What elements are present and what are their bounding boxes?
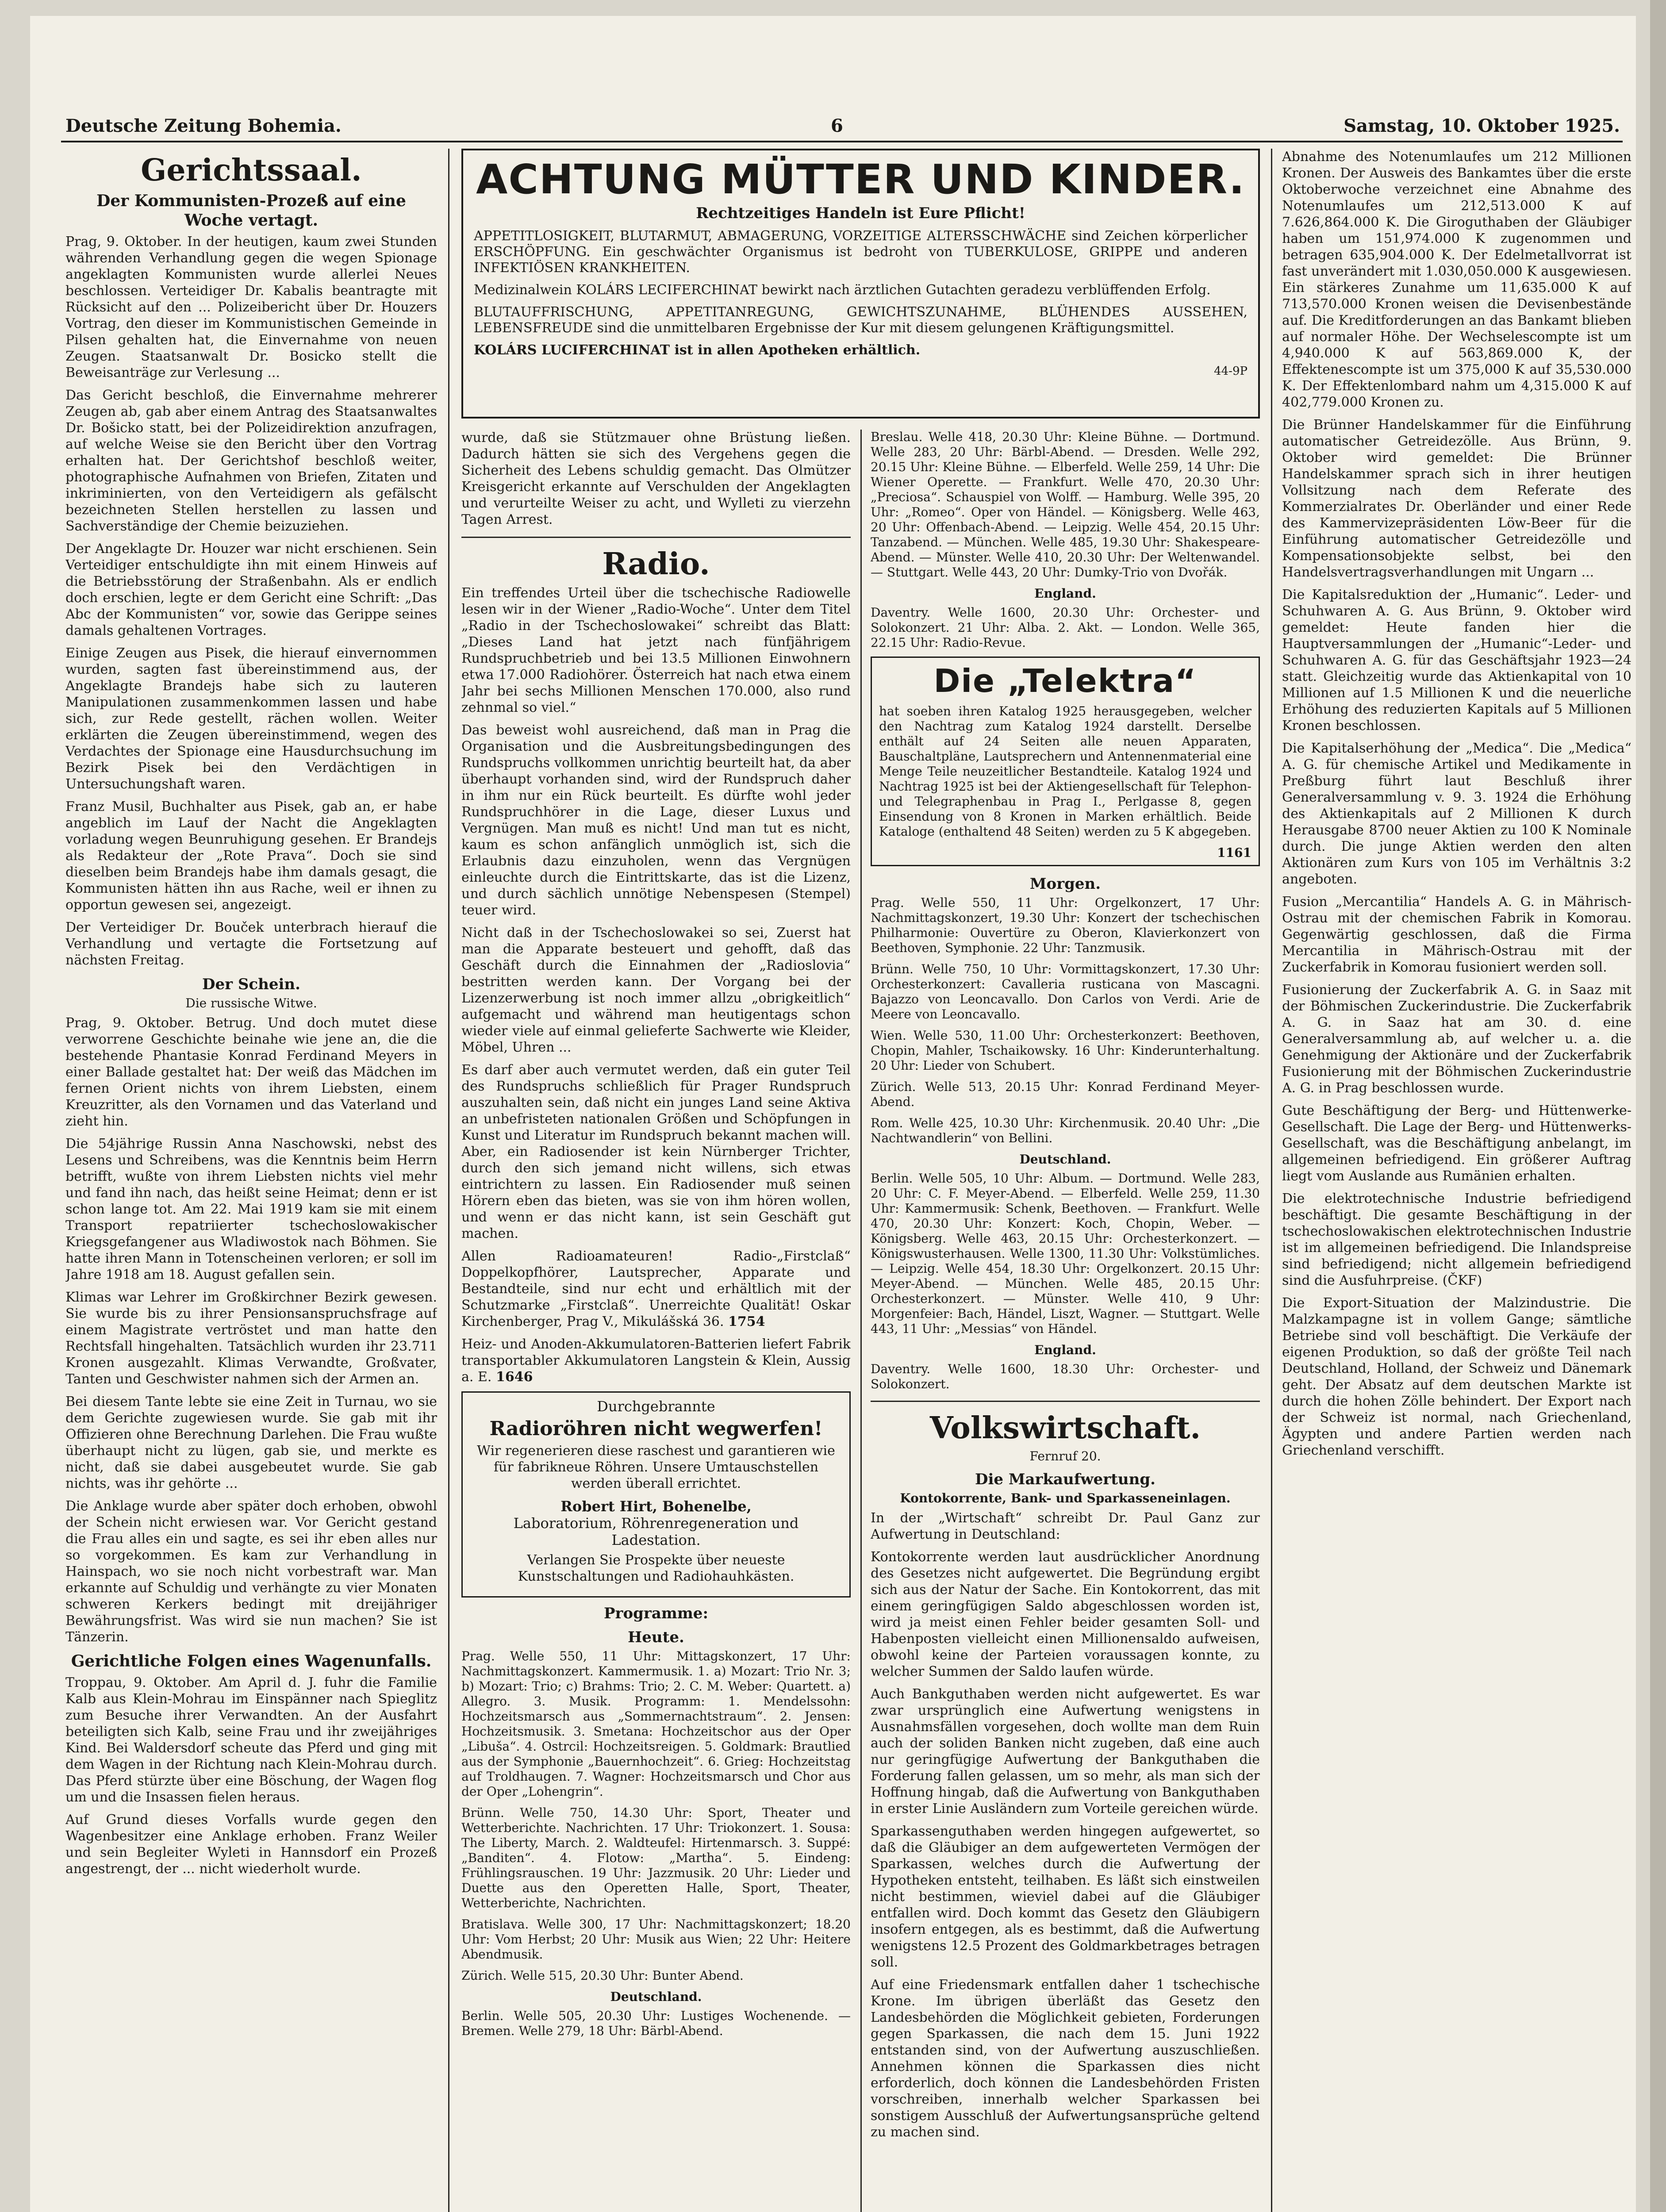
scan-edge [1650,0,1666,2212]
ad-code: 1161 [1217,845,1251,860]
ad-paragraph: BLUTAUFFRISCHUNG, APPETITANREGUNG, GEWICHTSZUNAHME, BLÜHENDES AUSSEHEN, LEBENSFREUDE sind die unmittelbaren Ergebnisse der Kur mit diesem gelungenen Kräftigungsmittel. [474,304,1248,336]
article-paragraph: Troppau, 9. Oktober. Am April d. J. fuhr die Familie Kalb aus Klein-Mohrau im Einspänner nach Spieglitz zum Besuche ihrer Verwandten. An der Ausfahrt beteiligten sich Kalb, seine Frau und ihr zweijähriges Kind. Bei Waldersdorf scheute das Pferd und ging mit dem Wagen in der Richtung nach Klein-Mohrau durch. Das Pferd stürzte über eine Böschung, der Wagen flog um und die Insassen fielen heraus. [65,1675,437,1805]
ad-footer: Verlangen Sie Prospekte über neueste Kunstschaltungen und Radiohauhkästen. [518,1552,795,1584]
article-paragraph: Die 54jährige Russin Anna Naschowski, nebst des Lesens und Schreibens, was die Kenntnis beim Herrn betrifft, wußte von ihrem Liebsten nichts viel mehr und fand ihn nach, das heißt seine Heimat; denn er ist schon lange tot. Am 22. Mai 1919 kam sie mit einem Transport repatriierter tschechoslowakischer Kriegsgefangener aus Wladiwostok nach Böhmen. Sie hatte ihren Mann in Totenscheinen verloren; er soll im Jahre 1918 am 18. August gefallen sein. [65,1136,437,1283]
ad-paragraph: Wir regenerieren diese raschest und garantieren wie für fabrikneue Röhren. Unsere Umtauschstellen werden überall errichtet. [477,1443,835,1491]
article-paragraph: Die Export-Situation der Malzindustrie. Die Malzkampagne ist in vollem Gange; sämtliche Betriebe sind voll beschäftigt. Die Verkäufe der eigenen Produktion, so daß der größte Teil nach Deutschland, Holland, der Schweiz und Dänemark geht. Der Absatz auf dem deutschen Markte ist durch die hohen Zölle behindert. Der Export nach der Schweiz ist normal, nach Griechenland, Ägypten und andere Partien werden nach Griechenland verschifft. [1282,1295,1631,1458]
ad-code: 44-9P [1214,365,1248,378]
article-paragraph: Nicht daß in der Tschechoslowakei so sei, Zuerst hat man die Apparate besteuert und gehofft, daß das Geschäft durch die Einnahmen der „Radioslovia“ bestritten werden kann. Der Vorgang bei der Lizenzerwerbung ist noch immer allzu „obrigkeitlich“ aufgemacht und während man heutigentags schon wieder viele auf einmal gelieferte Sachwerte wie Kleider, Möbel, Uhren ... [461,925,851,1055]
column-programmes-economy [871,430,1260,2212]
masthead-left: Deutsche Zeitung Bohemia. [65,115,342,136]
article-paragraph: Prag, 9. Oktober. In der heutigen, kaum zwei Stunden währenden Verhandlung gegen die wegen Spionage angeklagten Kommunisten wurde allerlei Neues beschlossen. Verteidiger Dr. Kabalis beantragte mit Rücksicht auf den ... Polizeibericht über Dr. Houzers Vortrag, den dieser im Kommunistischen Gemeinde in Pilsen gehalten hat, die Einvernahme von neuen Zeugen. Staatsanwalt Dr. Bosicko stellt die Beweisanträge zur Verlesung ... [65,234,437,380]
article-paragraph: Auf eine Friedensmark entfallen daher 1 tschechische Krone. Im übrigen überläßt das Gesetz den Landesbehörden die Möglichkeit gebieten, Forderungen gegen Sparkassen, die nach dem 15. Juni 1922 entstanden sind, von der Aufwertung auszuschließen. Annehmen können die Sparkassen dies nicht erforderlich, doch können die Landesbehörden Fristen vorschreiben, innerhalb welcher Sparkassen bei sonstigem Ausschluß der Aufwertungsansprüche geltend zu machen sind. [871,1977,1260,2140]
advertisement-radio-tubes [461,1391,851,1598]
article-paragraph: Auch Bankguthaben werden nicht aufgewertet. Es war zwar ursprünglich eine Aufwertung wenigstens in Ausnahmsfällen vorgesehen, doch wollte man dem Ruin auch der soliden Banken nicht zugeben, daß eine auch nur geringfügige Aufwertung der Bankguthaben die Forderung fallen gelassen, um so mehr, als man sich der Hoffnung hingab, daß die Aufwertung von Bankguthaben in erster Linie Ausländern zum Vorteile gereichen würde. [871,1686,1260,1816]
programme-entry: Prag. Welle 550, 11 Uhr: Mittagskonzert, 17 Uhr: Nachmittagskonzert. Kammermusik. 1. a) Mozart: Trio Nr. 3; b) Mozart: Trio; c) Brahms: Trio; 2. C. M. Weber: Quartett. a) Allegro. 3. Musik. Programm: 1. Mendelssohn: Hochzeitsmarsch aus „Sommernachtstraum“. 2. Jensen: Hochzeitsmusik. 3. Smetana: Hochzeitschor aus der Oper „Libuša“. 4. Ostrcil: Hochzeitsreigen. 5. Goldmark: Brautlied aus der Symphonie „Bauernhochzeit“. 6. Grieg: Hochzeitstag auf Troldhaugen. 7. Wagner: Hochzeitsmarsch und Chor aus der Oper „Lohengrin“. [461,1649,851,1799]
article-paragraph: Ein treffendes Urteil über die tschechische Radiowelle lesen wir in der Wiener „Radio-Woche“. Unter dem Titel „Radio in der Tschechoslowakei“ schreibt das Blatt: „Dieses Land hat jetzt nach fünfjährigem Rundspruchbetrieb und bei 13.5 Millionen Einwohnern etwa 17.000 Radiohörer. Österreich hat nach etwa einem Jahr bei sechs Millionen Menschen 170.000, also rund zehnmal so viel.“ [461,585,851,715]
article-headline: Der Schein. [202,975,300,993]
advertisement-kolar [461,149,1260,419]
ad-paragraph: hat soeben ihren Katalog 1925 herausgegeben, welcher den Nachtrag zum Katalog 1924 darstellt. Derselbe enthält auf 24 Seiten alle neuen Apparaten, Bauschaltpläne, Lautsprechern und Antennenmaterial eine Menge Teile neuzeitlicher Bestandteile. Katalog 1924 und Nachtrag 1925 ist bei der Aktiengesellschaft für Telephon- und Telegraphenbau in Prag I., Perlgasse 8, gegen Einsendung von 8 Kronen in Marken erhältlich. Beide Kataloge (enthaltend 48 Seiten) werden zu 5 K abgegeben. [879,704,1251,839]
page-number: 6 [831,115,843,136]
article-paragraph: Die Anklage wurde aber später doch erhoben, obwohl der Schein nicht erwiesen war. Vor Gericht gestand die Frau alles ein und sagte, es sei ihr eben alles nur so vorgekommen. Es kam zur Verhandlung in Hainspach, wo sie noch nicht vorbestraft war. Man erkannte auf Schuldig und verhängte zu vier Monaten schweren Kerkers bedingt mit dreijähriger Bewährungsfrist. Was wird sie nun machen? Sie ist Tänzerin. [65,1498,437,1645]
divider [461,537,851,538]
article-subheadline: Kontokorrente, Bank- und Sparkasseneinlagen. [900,1491,1231,1505]
programme-day: Morgen. [1029,875,1101,893]
article-paragraph: Franz Musil, Buchhalter aus Pisek, gab an, er habe angeblich im Lauf der Nacht die Angeklagten vorladung wegen Beunruhigung gesehen. Er Brandejs als Redakteur der „Rote Prava“. Doch sie sind dieselben beim Brandejs habe ihm damals gesagt, die Kommunisten hätten ihn aus Rache, weil er ihnen zu opportun gewesen sei, angezeigt. [65,799,437,913]
article-paragraph: Abnahme des Notenumlaufes um 212 Millionen Kronen. Der Ausweis des Bankamtes über die erste Oktoberwoche verzeichnet eine Abnahme des Notenumlaufes um 212,513.000 K auf 7.626,864.000 K. Die Giroguthaben der Gläubiger haben um 151,974.000 K zugenommen und betragen 635,904.000 K. Der Edelmetallvorrat ist fast unverändert mit 1.030,050.000 K ausgewiesen. Ein stärkeres Zunahme um 11,635.000 K auf 713,570.000 Kronen weisen die Devisenbestände auf. Die Kreditforderungen an das Bankamt blieben auf normaler Höhe. Der Wechselescompte ist um 4,940.000 K auf 563,869.000 K, der Effektenescompte ist um 375,000 K auf 35,530.000 K. Der Effektenlombard nahm um 4,315.000 K auf 402,779.000 Kronen zu. [1282,149,1631,410]
programme-entry: Breslau. Welle 418, 20.30 Uhr: Kleine Bühne. — Dortmund. Welle 283, 20 Uhr: Bärbl-Abend. — Dresden. Welle 292, 20.15 Uhr: Kleine Bühne. — Elberfeld. Welle 259, 14 Uhr: Die Wiener Operette. — Frankfurt. Welle 470, 20.30 Uhr: „Preciosa“. Schauspiel von Wolff. — Hamburg. Welle 395, 20 Uhr: „Romeo“. Oper von Händel. — Königsberg. Welle 463, 20 Uhr: Offenbach-Abend. — Leipzig. Welle 454, 20.15 Uhr: Tanzabend. — München. Welle 485, 19.30 Uhr: Shakespeare-Abend. — Münster. Welle 410, 20.30 Uhr: Der Weltenwandel. — Stuttgart. Welle 443, 20 Uhr: Dumky-Trio von Dvořák. [871,430,1260,580]
column-divider [860,430,862,2212]
ad-firm-detail: Laboratorium, Röhrenregeneration und Ladestation. [513,1515,799,1548]
article-paragraph: Klimas war Lehrer im Großkirchner Bezirk gewesen. Sie wurde bis zu ihrer Pensionsanspruchsfrage auf einem Magistrate vertröstet und man hatte den Rechtsfall hingehalten. Tatsächlich wurden ihr 23.711 Kronen ausgezahlt. Klimas Verwandte, Großvater, Tanten und Geschwister nahmen sich der Armen an. [65,1290,437,1387]
article-paragraph: Die elektrotechnische Industrie befriedigend beschäftigt. Die gesamte Beschäftigung in der tschechoslowakischen elektrotechnischen Industrie ist im allgemeinen befriedigend. Die Inlandspreise sind befriedigend; nicht allgemein befriedigend sind die Ausfuhrpreise. (ČKF) [1282,1191,1631,1288]
article-paragraph: Die Kapitalsreduktion der „Humanic“. Leder- und Schuhwaren A. G. Aus Brünn, 9. Oktober wird gemeldet: Heute fanden hier die Hauptversammlungen der „Humanic“-Leder- und Schuhwaren A. G. für das Geschäftsjahr 1923—24 statt. Gleichzeitig wurde das Aktienkapital von 10 Millionen auf 1.5 Millionen K und die neuerliche Erhöhung des reduzierten Kapitals auf 5 Millionen Kronen beschlossen. [1282,587,1631,733]
programme-entry: Daventry. Welle 1600, 20.30 Uhr: Orchester- und Solokonzert. 21 Uhr: Alba. 2. Akt. — London. Welle 365, 22.15 Uhr: Radio-Revue. [871,605,1260,650]
article-paragraph: Fusion „Mercantilia“ Handels A. G. in Mährisch-Ostrau mit der chemischen Fabrik in Komorau. Gegenwärtig geschlossen, daß die Firma Mercantilia in Mährisch-Ostrau mit der Zuckerfabrik in Komorau fusioniert werden soll. [1282,894,1631,975]
article-paragraph: Sparkassenguthaben werden hingegen aufgewertet, so daß die Gläubiger an dem aufgewerteten Vermögen der Sparkassen, welches durch die Aufwertung der Hypotheken entsteht, teilhaben. Es läßt sich einstweilen nicht bestimmen, wieviel dabei auf die Gläubiger entfallen wird. Doch kommt das Gesetz den Gläubigern insofern entgegen, als es bestimmt, daß die Aufwertung wenigstens 12.5 Prozent des Goldmarkbetrages betragen soll. [871,1824,1260,1970]
section-title: Radio. [602,546,710,582]
programme-entry: Brünn. Welle 750, 10 Uhr: Vormittagskonzert, 17.30 Uhr: Orchesterkonzert: Cavalleria rusticana von Mascagni. Bajazzo von Leoncavallo. Don Carlos von Verdi. Arie de Meere von Leoncavallo. [871,962,1260,1022]
article-paragraph: wurde, daß sie Stützmauer ohne Brüstung ließen. Dadurch hätten sie sich des Vergehens gegen die Sicherheit des Lebens schuldig gemacht. Das Olmützer Kreisgericht erkannte auf Verschulden der Angeklagten und verurteilte Weiser zu acht, und Wylleti zu vierzehn Tagen Arrest. [461,430,851,527]
article-paragraph: Der Verteidiger Dr. Bouček unterbrach hierauf die Verhandlung und vertagte die Fortsetzung auf nächsten Freitag. [65,920,437,968]
header-rule [61,141,1623,142]
section-title: Gerichtssaal. [141,153,362,188]
article-paragraph: Bei diesem Tante lebte sie eine Zeit in Turnau, wo sie dem Gerichte zugewiesen wurde. Sie gab mit ihr Offizieren ohne Berechnung Darlehen. Die Frau wußte überhaupt nicht zu lügen, gab sie, und merkte es nicht, daß sie dabei ausgebeutet wurde. Sie gab nichts, was ihr gehörte ... [65,1394,437,1491]
programme-entry: Rom. Welle 425, 10.30 Uhr: Kirchenmusik. 20.40 Uhr: „Die Nachtwandlerin“ von Bellini. [871,1116,1260,1145]
newspaper-page [30,16,1636,2212]
programme-entry: Prag. Welle 550, 11 Uhr: Orgelkonzert, 17 Uhr: Nachmittagskonzert, 19.30 Uhr: Konzert der tschechischen Philharmonie: Ouvertüre zu Oberon, Klavierkonzert von Beethoven, Symphonie. 22 Uhr: Tanzmusik. [871,895,1260,955]
section-title: Volkswirtschaft. [929,1410,1201,1446]
ad-headline: Radioröhren nicht wegwerfen! [489,1417,823,1440]
ad-headline: ACHTUNG MÜTTER UND KINDER. [476,156,1245,203]
article-paragraph: In der „Wirtschaft“ schreibt Dr. Paul Ganz zur Aufwertung in Deutschland: [871,1510,1260,1542]
article-paragraph: Prag, 9. Oktober. Betrug. Und doch mutet diese verworrene Geschichte beinahe wie jene an, die die bestehende Phantasie Konrad Ferdinand Meyers in einer Ballade gestaltet hat: Der weiß das Mädchen im fernen Orient nichts von ihrem Liebsten, einem Kreuzritter, als den Vornamen und das Vaterland und zieht hin. [65,1015,437,1129]
programme-entry: Daventry. Welle 1600, 18.30 Uhr: Orchester- und Solokonzert. [871,1362,1260,1391]
advertisement-telektra [871,657,1260,866]
article-headline: Der Kommunisten-Prozeß auf eine Woche vertagt. [96,192,406,230]
column-divider [448,149,449,2212]
classified-ad: Allen Radioamateuren! Radio-„Firstclaß“ Doppelkopfhörer, Lautsprecher, Apparate und Bestandteile, sind nur echt und erhältlich mit der Schutzmarke „Firstclaß“. Unerreichte Qualität! Oskar Kirchenberger, Prag V., Mikulášská 36. 1754 [461,1248,851,1329]
section-phone: Fernruf 20. [1029,1449,1101,1463]
article-paragraph: Das Gericht beschloß, die Einvernahme mehrerer Zeugen ab, gab aber einem Antrag des Staatsanwaltes Dr. Bošicko statt, bei der Polizeidirektion anzufragen, auf welche Weise sie den Bericht über den Vortrag erhalten hat. Der Gerichtshof beschloß weiter, photographische Aufnahmen von Briefen, Zitaten und inkriminierten, von den Verteidigern als gefälscht bezeichneten Stellen herstellen zu lassen und Sachverständige der Chemie beizuziehen. [65,388,437,534]
article-paragraph: Gute Beschäftigung der Berg- und Hüttenwerke-Gesellschaft. Die Lage der Berg- und Hüttenwerks-Gesellschaft, was die Beschäftigung anbelangt, im allgemeinen befriedigend. Ein größerer Auftrag liegt vom Auslande aus Rumänien erhalten. [1282,1103,1631,1184]
programme-day: Heute. [628,1628,684,1646]
programme-entry: Zürich. Welle 515, 20.30 Uhr: Bunter Abend. [461,1968,744,1983]
article-subheadline: Die russische Witwe. [185,996,317,1010]
column-radio [461,430,851,2212]
programme-country: England. [1034,1343,1096,1357]
ad-paragraph: Medizinalwein KOLÁRS LECIFERCHINAT bewirkt nach ärztlichen Gutachten geradezu verblüffenden Erfolg. [474,282,1211,298]
article-paragraph: Einige Zeugen aus Pisek, die hierauf einvernommen wurden, sagten fast übereinstimmend aus, der Angeklagte Brandejs habe sich zu lauteren Manipulationen zusammenkommen lassen und habe sich, zur Rede gestellt, rächen wollen. Weiter erklärten die Zeugen übereinstimmend, wegen des Verdachtes der Spionage eine Hausdurchsuchung im Bezirk Pisek bei den Verdächtigen in Untersuchungshaft waren. [65,645,437,792]
classified-ad: Heiz- und Anoden-Akkumulatoren-Batterien liefert Fabrik transportabler Akkumulatoren Langstein & Klein, Aussig a. E. 1646 [461,1336,851,1385]
ad-paragraph: KOLÁRS LUCIFERCHINAT ist in allen Apotheken erhältlich. [474,342,921,358]
programme-entry: Wien. Welle 530, 11.00 Uhr: Orchesterkonzert: Beethoven, Chopin, Mahler, Tschaikowsky. 16 Uhr: Kinderunterhaltung. 20 Uhr: Lieder von Schubert. [871,1028,1260,1073]
programme-entry: Berlin. Welle 505, 20.30 Uhr: Lustiges Wochenende. — Bremen. Welle 279, 18 Uhr: Bärbl-Abend. [461,2008,851,2038]
programme-entry: Berlin. Welle 505, 10 Uhr: Album. — Dortmund. Welle 283, 20 Uhr: C. F. Meyer-Abend. — Elberfeld. Welle 259, 11.30 Uhr: Kammermusik: Schenk, Beethoven. — Frankfurt. Welle 470, 20.30 Uhr: Konzert: Koch, Chopin, Weber. — Königsberg. Welle 463, 20.15 Uhr: Orchesterkonzert. — Königswusterhausen. Welle 1300, 11.30 Uhr: Volkstümliches. — Leipzig. Welle 454, 18.30 Uhr: Orgelkonzert. 20.15 Uhr: Meyer-Abend. — München. Welle 485, 20.15 Uhr: Orchesterkonzert. — Münster. Welle 410, 9 Uhr: Morgenfeier: Bach, Händel, Liszt, Wagner. — Stuttgart. Welle 443, 11 Uhr: „Messias“ von Händel. [871,1171,1260,1336]
article-headline: Die Markaufwertung. [975,1471,1155,1488]
programme-entry: Bratislava. Welle 300, 17 Uhr: Nachmittagskonzert; 18.20 Uhr: Vom Herbst; 20 Uhr: Musik aus Wien; 22 Uhr: Heitere Abendmusik. [461,1917,851,1962]
programme-title: Programme: [603,1605,708,1622]
ad-subheadline: Rechtzeitiges Handeln ist Eure Pflicht! [696,204,1025,222]
ad-paragraph: APPETITLOSIGKEIT, BLUTARMUT, ABMAGERUNG, VORZEITIGE ALTERSSCHWÄCHE sind Zeichen körperlicher ERSCHÖPFUNG. Ein geschwächter Organismus ist bedroht von TUBERKULOSE, GRIPPE und anderen INFEKTIÖSEN KRANKHEITEN. [474,228,1248,276]
article-paragraph: Auf Grund dieses Vorfalls wurde gegen den Wagenbesitzer eine Anklage erhoben. Franz Weiler und sein Begleiter Wyleti in Hannsdorf ein Prozeß angestrengt, der ... nicht wiederholt wurde. [65,1812,437,1877]
masthead-date: Samstag, 10. Oktober 1925. [1344,115,1620,136]
article-paragraph: Es darf aber auch vermutet werden, daß ein guter Teil des Rundspruchs schließlich für Prager Rundspruch auszuhalten sein, daß nicht ein junges Land seine Aktiva an unbefristeten nationalen Größen und Schöpfungen in Kunst und Literatur im Rundspruch bekannt machen will. Aber, ein Radiosender ist kein Nürnberger Trichter, durch den sich jemand nicht willens, sich etwas eintrichtern zu lassen. Ein Radiosender muß seinen Hörern eben das bieten, was sie von ihm hören wollen, und wenn er das nicht kann, ist sein Geschäft gut machen. [461,1062,851,1241]
programme-entry: Zürich. Welle 513, 20.15 Uhr: Konrad Ferdinand Meyer-Abend. [871,1079,1260,1109]
programme-country: Deutschland. [1019,1152,1111,1167]
article-paragraph: Kontokorrente werden laut ausdrücklicher Anordnung des Gesetzes nicht aufgewertet. Die Begründung ergibt sich aus der Natur der Sache. Ein Kontokorrent, das mit einem geringfügigen Saldo abgeschlossen worden ist, wird ja meist einen Fehler beider gesamten Soll- und Habenposten vielleicht einen Millionensaldo aufweisen, obwohl keine der Parteien voraussagen konnte, zu welcher Summen der Saldo laufen würde. [871,1549,1260,1679]
ad-firm: Robert Hirt, Bohenelbe, [560,1498,752,1515]
column-divider [1271,149,1272,2212]
article-paragraph: Fusionierung der Zuckerfabrik A. G. in Saaz mit der Böhmischen Zuckerindustrie. Die Zuckerfabrik A. G. in Saaz hat am 30. d. eine Generalversammlung ab, auf welcher u. a. die Genehmigung der Aktionäre und der Zuckerfabrik Fusionierung mit der Böhmischen Zuckerindustrie A. G. in Prag beschlossen wurde. [1282,982,1631,1096]
programme-country: Deutschland. [610,1989,702,2004]
programme-entry: Brünn. Welle 750, 14.30 Uhr: Sport, Theater und Wetterberichte. Nachrichten. 17 Uhr: Triokonzert. 1. Sousa: The Liberty, March. 2. Waldteufel: Hirtenmarsch. 3. Suppé: „Banditen“. 4. Flotow: „Martha“. 5. Eindeng: Frühlingsrauschen. 19 Uhr: Jazzmusik. 20 Uhr: Lieder und Duette aus den Operetten Halle, Sport, Theater, Wetterberichte, Nachrichten. [461,1805,851,1910]
article-paragraph: Der Angeklagte Dr. Houzer war nicht erschienen. Sein Verteidiger entschuldigte ihn mit einem Hinweis auf die Betriebsstörung der Straßenbahn. Als er endlich doch erschien, legte er dem Gericht eine Schrift: „Das Abc der Kommunisten“ vor, sowie das Gerippe seines damals gehaltenen Vortrages. [65,541,437,638]
article-headline: Gerichtliche Folgen eines Wagenunfalls. [71,1652,432,1671]
column-gerichtssaal [65,149,437,2212]
ad-headline: Die „Telektra“ [933,662,1197,699]
article-paragraph: Das beweist wohl ausreichend, daß man in Prag die Organisation und die Ausbreitungsbedingungen des Rundspruchs vollkommen unrichtig beurteilt hat, da aber überhaupt vorhanden sind, wird der Rundspruch daher in ihm nur ein Rück beurteilt. Es dürfte wohl jeder Rundspruchhörer in die Lage, dieser Luxus und Vergnügen. Man muß es nicht! Und man tut es nicht, kaum es schon anfänglich unmöglich ist, sich die Erlaubnis dazu einzuholen, wenn das Vergnügen einleuchte durch die Eintrittskarte, das ist die Lizenz, und durch sächlich unnötige Nebenspesen (Stempel) teuer wird. [461,722,851,918]
programme-country: England. [1034,586,1096,601]
divider [871,1401,1260,1402]
column-economic-news [1282,149,1631,2212]
ad-kicker: Durchgebrannte [597,1398,715,1415]
article-paragraph: Die Brünner Handelskammer für die Einführung automatischer Getreidezölle. Aus Brünn, 9. Oktober wird gemeldet: Die Brünner Handelskammer sprach sich in ihrer heutigen Vollsitzung nach dem Referate des Kommerzialrates Dr. Oberländer und einer Rede des Kammervizepräsidenten Löw-Beer für die Einführung automatischer Getreidezölle und Kompensationsobjekte selbst, bei den Handelsvertragsverhandlungen mit Ungarn ... [1282,417,1631,580]
article-paragraph: Die Kapitalserhöhung der „Medica“. Die „Medica“ A. G. für chemische Artikel und Medikamente in Preßburg führt laut Beschluß ihrer Generalversammlung v. 9. 3. 1924 die Erhöhung des Aktienkapitals auf 2 Millionen K durch Herausgabe 8700 neuer Aktien zu 100 K Nominale durch. Die junge Aktien werden den alten Aktionären zum Kurs von 105 im Verhältnis 3:2 angeboten. [1282,741,1631,887]
